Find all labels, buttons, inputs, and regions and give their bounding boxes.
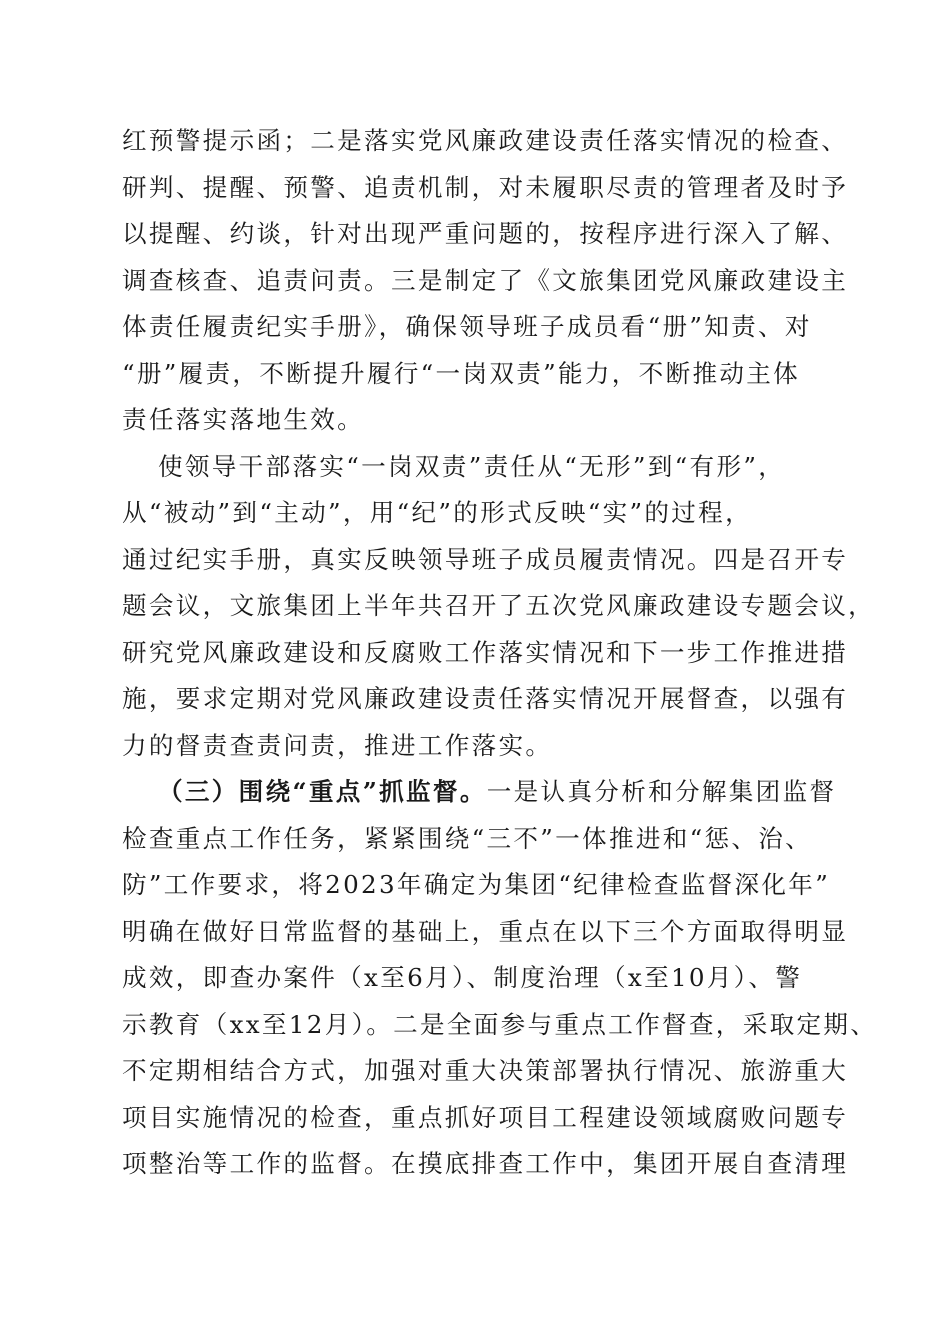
text-line: 明确在做好日常监督的基础上，重点在以下三个方面取得明显 [122,916,849,946]
text-line: 施，要求定期对党风廉政建设责任落实情况开展督查，以强有 [122,684,849,713]
text-line: 从“被动”到“主动”，用“纪”的形式反映“实”的过程， [122,498,752,527]
text-line: 力的督责查责问责，推进工作落实。 [122,730,553,760]
text-line: 防”工作要求，将2023年确定为集团“纪律检查监督深化年” [122,870,831,899]
text-line: 使领导干部落实“一岗双责”责任从“无形”到“有形”， [158,451,786,481]
text-line: 以提醒、约谈，针对出现严重问题的，按程序进行深入了解、 [122,219,849,248]
text-line: 成效，即查办案件（x至6月）、制度治理（x至10月）、警 [122,963,803,992]
section-heading: （三）围绕“重点”抓监督。 [158,777,487,806]
text-line: 项目实施情况的检查，重点抓好项目工程建设领域腐败问题专 [122,1102,849,1132]
text-line: 责任落实落地生效。 [122,405,365,434]
paragraph-1 [122,118,849,444]
text-line: 红预警提示函；二是落实党风廉政建设责任落实情况的检查、 [122,126,849,155]
text-line: “册”履责，不断提升履行“一岗双责”能力，不断推动主体 [122,358,801,388]
text-line: 题会议，文旅集团上半年共召开了五次党风廉政建设专题会议， [122,591,876,620]
text-line: 研判、提醒、预警、追责机制，对未履职尽责的管理者及时予 [122,172,849,202]
text-run: 一是认真分析和分解集团监督 [486,777,837,806]
text-line [122,769,837,816]
text-line: 调查核查、追责问责。三是制定了《文旅集团党风廉政建设主 [122,265,849,295]
paragraph-3 [122,769,878,1188]
text-line: 通过纪实手册，真实反映领导班子成员履责情况。四是召开专 [122,544,849,574]
text-line: 不定期相结合方式，加强对重大决策部署执行情况、旅游重大 [122,1056,849,1085]
text-line: 体责任履责纪实手册》，确保领导班子成员看“册”知责、对 [122,312,812,341]
text-line: 示教育（xx至12月）。二是全面参与重点工作督查，采取定期、 [122,1009,878,1039]
text-line: 研究党风廉政建设和反腐败工作落实情况和下一步工作推进措 [122,637,849,667]
text-line: 检查重点工作任务，紧紧围绕“三不”一体推进和“惩、治、 [122,823,813,853]
paragraph-2 [122,444,876,770]
document-body [122,118,878,1188]
text-line: 项整治等工作的监督。在摸底排查工作中，集团开展自查清理 [122,1149,849,1178]
